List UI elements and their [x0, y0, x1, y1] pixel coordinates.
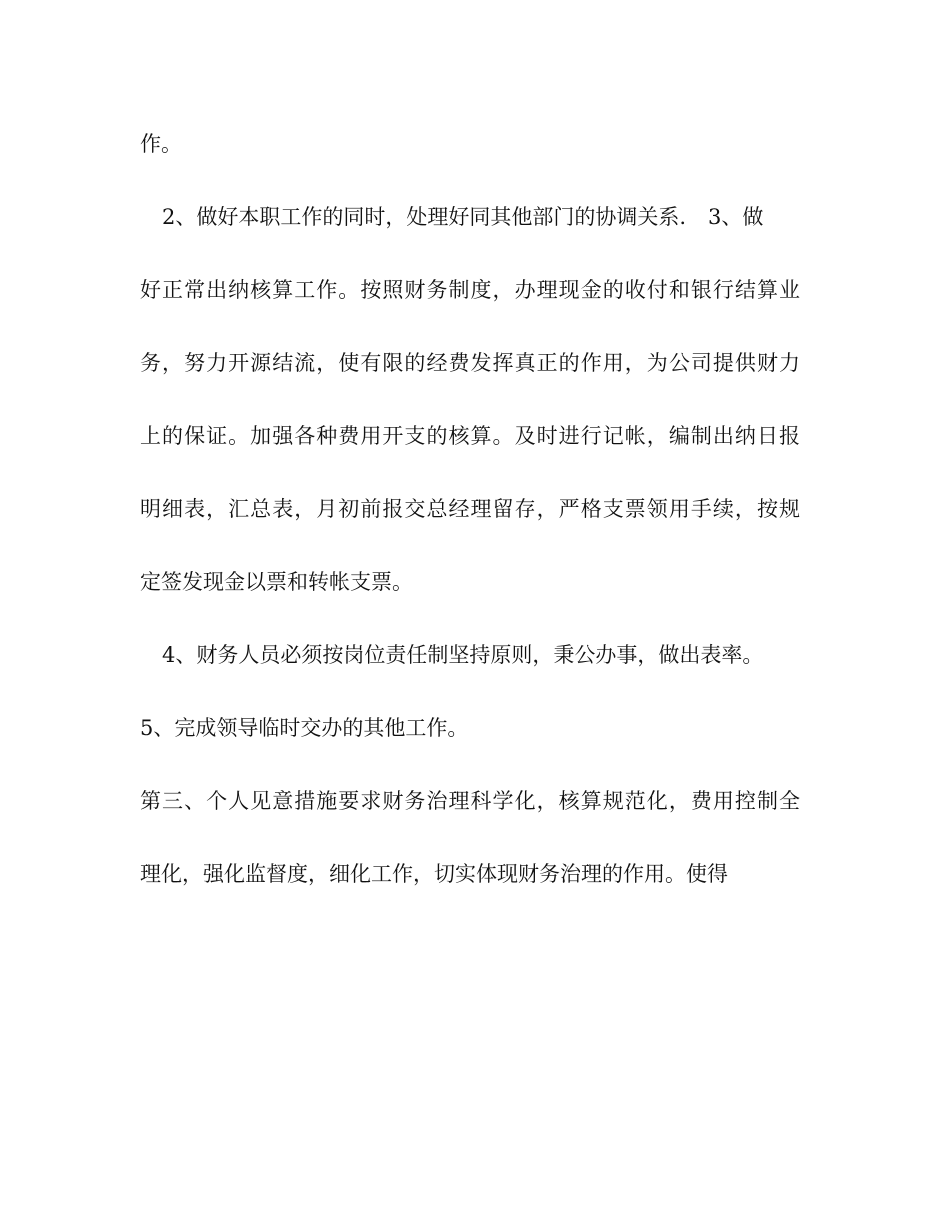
text-line-6: 明细表，汇总表，月初前报交总经理留存，严格支票领用手续，按规	[140, 497, 800, 521]
text-line-11: 理化，强化监督度，细化工作，切实体现财务治理的作用。使得	[140, 862, 728, 886]
text-line-2-part-b: 3、做	[708, 205, 764, 229]
text-line-2-part-a: 2、做好本职工作的同时，处理好同其他部门的协调关系.	[162, 205, 687, 229]
text-line-5: 上的保证。加强各种费用开支的核算。及时进行记帐，编制出纳日报	[140, 424, 800, 448]
text-line-4: 务，努力开源结流，使有限的经费发挥真正的作用，为公司提供财力	[140, 351, 800, 375]
text-line-2	[162, 199, 796, 235]
text-line-10: 第三、个人见意措施要求财务治理科学化，核算规范化，费用控制全	[140, 789, 800, 813]
text-line-7: 定签发现金以票和转帐支票。	[140, 570, 413, 594]
text-line-3: 好正常出纳核算工作。按照财务制度，办理现金的收付和银行结算业	[140, 278, 800, 302]
text-line-9: 5、完成领导临时交办的其他工作。	[140, 716, 469, 740]
text-line-1: 作。	[140, 132, 182, 156]
text-line-8: 4、财务人员必须按岗位责任制坚持原则，秉公办事，做出表率。	[162, 643, 764, 667]
